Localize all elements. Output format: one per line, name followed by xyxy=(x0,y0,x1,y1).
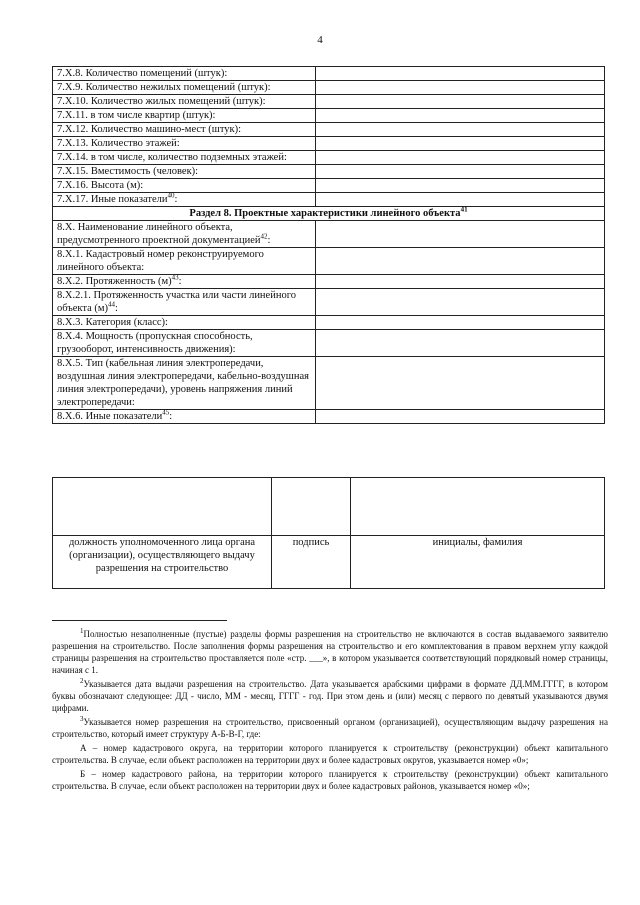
row-label-text: 8.X.3. Категория (класс): xyxy=(57,317,168,328)
row-label xyxy=(53,410,316,424)
row-label xyxy=(53,289,316,316)
row-value-field[interactable] xyxy=(316,193,605,207)
footnote-text: Указывается дата выдачи разрешения на строительство. Дата указывается арабскими цифрами в формате ДД.ММ.ГГГГ, в котором буквы обозначают следующее: ДД - число, ММ - месяц, ГГГГ - год. При этом день и (или) месяц с первого по девятый указываются двумя цифрами. xyxy=(52,679,608,713)
footnote-mark: 2 xyxy=(80,677,84,685)
row-label xyxy=(53,193,316,207)
form-row xyxy=(53,275,605,289)
row-label xyxy=(53,357,316,410)
row-label-suffix: : xyxy=(174,194,178,205)
form-row xyxy=(53,410,605,424)
row-value-field[interactable] xyxy=(316,165,605,179)
signature-blank-row xyxy=(53,478,605,536)
footnote-ref: 43 xyxy=(171,273,179,282)
row-label-text: 7.X.11. в том числе квартир (штук): xyxy=(57,110,216,121)
row-label xyxy=(53,316,316,330)
form-row xyxy=(53,289,605,316)
row-label-text: 8.X.6. Иные показатели xyxy=(57,411,163,422)
row-label-text: 7.X.10. Количество жилых помещений (штук): xyxy=(57,96,266,107)
signature-caption-row xyxy=(53,536,605,589)
form-row xyxy=(53,165,605,179)
row-label-text: 7.X.9. Количество нежилых помещений (штук): xyxy=(57,82,271,93)
row-label-suffix: : xyxy=(267,235,271,246)
row-label-text: 7.X.17. Иные показатели xyxy=(57,194,168,205)
row-label-text: 7.X.8. Количество помещений (штук): xyxy=(57,68,228,79)
row-value-field[interactable] xyxy=(316,123,605,137)
row-label-text: 8.X.2.1. Протяженность участка или части линейного объекта (м) xyxy=(57,290,296,314)
signature-label: подпись xyxy=(272,536,351,589)
characteristics-table xyxy=(52,66,605,424)
form-row xyxy=(53,316,605,330)
row-label-text: 8.X.1. Кадастровый номер реконструируемого линейного объекта: xyxy=(57,249,264,273)
form-row xyxy=(53,137,605,151)
footnote-ref: 45 xyxy=(162,408,170,417)
row-label xyxy=(53,67,316,81)
row-value-field[interactable] xyxy=(316,151,605,165)
form-row xyxy=(53,357,605,410)
row-label xyxy=(53,221,316,248)
row-value-field[interactable] xyxy=(316,248,605,275)
footnote xyxy=(52,628,608,676)
form-row xyxy=(53,109,605,123)
signature-table xyxy=(52,477,605,589)
row-label-text: 8.X.2. Протяженность (м) xyxy=(57,276,172,287)
row-label-text: 7.X.14. в том числе, количество подземных этажей: xyxy=(57,152,287,163)
form-row xyxy=(53,248,605,275)
row-label-suffix: : xyxy=(169,411,173,422)
row-value-field[interactable] xyxy=(316,316,605,330)
form-row xyxy=(53,151,605,165)
row-value-field[interactable] xyxy=(316,81,605,95)
footnote-mark: 3 xyxy=(80,715,84,723)
name-field[interactable] xyxy=(351,478,605,536)
row-label-suffix: : xyxy=(115,303,118,314)
row-value-field[interactable] xyxy=(316,179,605,193)
row-label xyxy=(53,330,316,357)
footnote-ref: 40 xyxy=(167,191,175,200)
form-row xyxy=(53,95,605,109)
row-value-field[interactable] xyxy=(316,95,605,109)
row-label xyxy=(53,275,316,289)
section-8-title xyxy=(53,207,605,221)
row-value-field[interactable] xyxy=(316,289,605,316)
footnote-text: Полностью незаполненные (пустые) разделы формы разрешения на строительство не включаются в состав выдаваемого заявителю разрешения на строительство. После заполнения формы разрешения на строительство и его комплектования в правом верхнем углу каждой страницы разрешения на строительство проставляется поле «стр. ___», в котором указывается соответствующий порядковый номер страницы, начиная с 1. xyxy=(52,629,608,675)
form-row xyxy=(53,330,605,357)
row-label-text: 7.X.13. Количество этажей: xyxy=(57,138,180,149)
footnote-text: Б – номер кадастрового района, на территории которого планируется к строительству (реконструкции) объект капитального строительства. В случае, если объект расположен на территории двух и более кадастровых районов, указывается номер «0»; xyxy=(52,769,608,791)
row-value-field[interactable] xyxy=(316,137,605,151)
row-label-suffix: : xyxy=(178,276,182,287)
page-number: 4 xyxy=(317,34,323,46)
row-value-field[interactable] xyxy=(316,109,605,123)
footnote-text: А – номер кадастрового округа, на территории которого планируется к строительству (реконструкции) объект капитального строительства. В случае, если объект расположен на территории двух и более кадастровых округов, указывается номер «0»; xyxy=(52,743,608,765)
row-label xyxy=(53,151,316,165)
row-label xyxy=(53,137,316,151)
row-value-field[interactable] xyxy=(316,357,605,410)
row-label-text: 7.X.12. Количество машино-мест (штук): xyxy=(57,124,242,135)
row-label-text: 7.X.16. Высота (м): xyxy=(57,180,144,191)
row-label-text: 8.X.4. Мощность (пропускная способность, грузооборот, интенсивность движения): xyxy=(57,331,253,355)
form-row xyxy=(53,193,605,207)
row-label-text: Раздел 8. Проектные характеристики линейного объекта xyxy=(189,208,461,219)
form-row xyxy=(53,67,605,81)
row-label xyxy=(53,95,316,109)
footnote-ref: 44 xyxy=(108,300,116,309)
row-value-field[interactable] xyxy=(316,275,605,289)
row-label xyxy=(53,248,316,275)
footnote-divider xyxy=(52,620,227,621)
row-label xyxy=(53,81,316,95)
row-label-text: 8.X.5. Тип (кабельная линия электропередачи, воздушная линия электропередачи, кабельно-воздушная линия электропередачи), уровень напряжения линий электропередачи: xyxy=(57,358,309,408)
row-label xyxy=(53,123,316,137)
position-field[interactable] xyxy=(53,478,272,536)
row-label xyxy=(53,109,316,123)
footnote xyxy=(52,678,608,714)
footnotes xyxy=(52,628,608,794)
row-label-text: 7.X.15. Вместимость (человек): xyxy=(57,166,199,177)
footnote xyxy=(52,768,608,792)
row-label xyxy=(53,165,316,179)
footnote-ref: 41 xyxy=(460,205,468,214)
name-label: инициалы, фамилия xyxy=(351,536,605,589)
form-row xyxy=(53,221,605,248)
position-label: должность уполномоченного лица органа (организации), осуществляющего выдачу разрешения на строительство xyxy=(53,536,272,589)
form-row xyxy=(53,123,605,137)
footnote xyxy=(52,716,608,740)
row-value-field[interactable] xyxy=(316,221,605,248)
row-value-field[interactable] xyxy=(316,410,605,424)
footnote-ref: 42 xyxy=(260,232,268,241)
row-label-text: 8.X. Наименование линейного объекта, предусмотренного проектной документацией xyxy=(57,222,261,246)
footnote-text: Указывается номер разрешения на строительство, присвоенный органом (организацией), осуществляющим выдачу разрешения на строительство, который имеет структуру А-Б-В-Г, где: xyxy=(52,717,608,739)
form-row xyxy=(53,81,605,95)
footnote-mark: 1 xyxy=(80,627,84,635)
row-label xyxy=(53,179,316,193)
footnote xyxy=(52,742,608,766)
signature-field[interactable] xyxy=(272,478,351,536)
row-value-field[interactable] xyxy=(316,330,605,357)
section-header-row xyxy=(53,207,605,221)
form-row xyxy=(53,179,605,193)
row-value-field[interactable] xyxy=(316,67,605,81)
